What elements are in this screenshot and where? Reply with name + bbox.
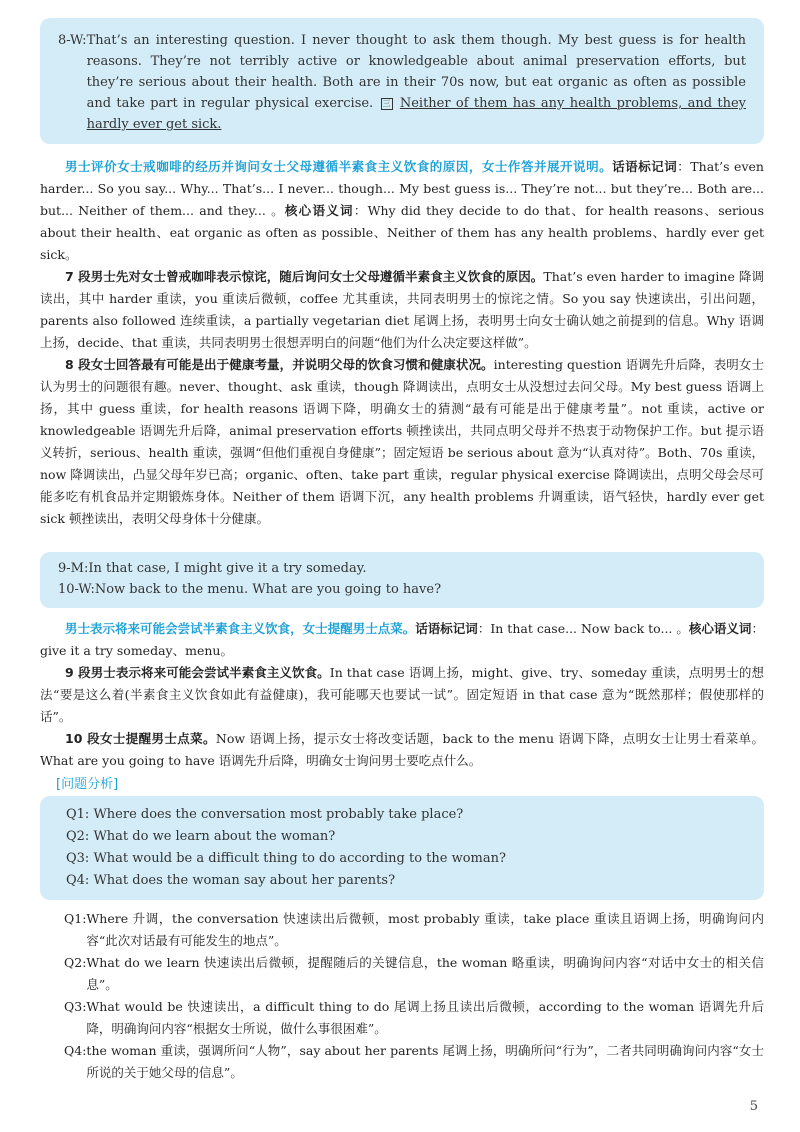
explanation-q4 [64,1040,764,1084]
dialogue-text [87,30,746,135]
section-summary [40,618,764,662]
paragraph-9 [40,662,764,728]
paragraph-7 [40,266,764,354]
questions-box [40,796,764,900]
question-label: Q4: [64,1043,87,1058]
speaker-label: 9-M: [58,561,89,576]
paragraph-8 [40,354,764,530]
core-label: 核心语义词 [688,621,752,636]
dialogue-text-a: That’s an interesting question. I never thought to ask them though. My best guess is for health reasons. They’re not terribly active or knowledgeable about animal preservation efforts, but they’re serious about their health. Both are in their 70s now, but eat organic as often as possible and take part in regular physical exercise. [86,33,746,111]
question-4: Q4: What does the woman say about her parents? [66,873,396,888]
dialogue-text: In that case, I might give it a try someday. [88,561,367,576]
summary-heading: 男士评价女士戒咖啡的经历并询问女士父母遵循半素食主义饮食的原因，女士作答并展开说明。 [65,159,613,174]
explanation-text: What would be 快速读出，a difficult thing to do 尾调上扬且读出后微顿，according to the woman 语调先升后降，明确询问内容“根据女士所说，做什么事很困难”。 [86,999,764,1036]
explanation-text: the woman 重读，强调所问“人物”，say about her parents 尾调上扬，明确所问“行为”，二者共同明确询问内容“女士所说的关于她父母的信息”。 [86,1043,764,1080]
explanation-q1 [64,908,764,952]
question-2: Q2: What do we learn about the woman? [66,829,336,844]
analysis-section-2 [40,618,764,772]
marker-label: 话语标记词 [415,621,478,636]
marker-text: ：In that case... Now back to... 。 [477,621,689,636]
para-text: In that case 语调上扬，might、give、try、someday 重读，点明男士的想法“要是这么着(半素食主义饮食如此有益健康)，我可能哪天也要试一试”。固定短语 in that case 意为“既然那样；假使那样的话”。 [40,665,764,724]
summary-heading: 男士表示将来可能会尝试半素食主义饮食，女士提醒男士点菜。 [65,621,416,636]
paragraph-10 [40,728,764,772]
para-heading: 8 段女士回答最有可能是出于健康考量，并说明父母的饮食习惯和健康状况。 [65,357,494,372]
question-label: Q1: [64,911,87,926]
core-text: ：give it a try someday、menu。 [40,621,764,658]
speaker-label: 10-W: [58,582,95,597]
para-text: Now 语调上扬，提示女士将改变话题，back to the menu 语调下降，点明女士让男士看菜单。What are you going to have 语调先升后降，明确女士询问男士要吃点什么。 [40,731,764,768]
dialogue-line-8w [58,30,746,135]
dialogue-line-10w [58,579,746,600]
dialogue-line-9m [58,558,746,579]
para-heading: 7 段男士先对女士曾戒咖啡表示惊诧，随后询问女士父母遵循半素食主义饮食的原因。 [65,269,544,284]
question-label: Q2: [64,955,87,970]
explanation-text: Where 升调，the conversation 快速读出后微顿，most probably 重读，take place 重读且语调上扬，明确询问内容“此次对话最有可能发生的地点”。 [86,911,764,948]
explanation-q2 [64,952,764,996]
sentence-mark-icon: 三 [382,99,391,108]
question-explanations [64,908,764,1084]
para-text: interesting question 语调先升后降，表明女士认为男士的问题很有趣。never、thought、ask 重读，though 降调读出，点明女士从没想过去问父母。My best guess 语调上扬，其中 guess 重读，for health reasons 语调下降，明确女士的猜测“最有可能是出于健康考量”。not 重读，active or knowledgeable 语调先升后降，animal preservation efforts 顿挫读出，共同点明父母并不热衷于动物保护工作。but 提示语义转折，serious、health 重读，强调“但他们重视自身健康”；固定短语 be serious about 意为“认真对待”。Both、70s 重读，now 降调读出，凸显父母年岁已高；organic、often、take part 重读，regular physical exercise 降调读出，点明父母会尽可能多吃有机食品并定期锻炼身体。Neither of them 语调下沉，any health problems 升调重读，语气轻快，hardly ever get sick 顿挫读出，表明父母身体十分健康。 [40,357,764,526]
analysis-section-1 [40,156,764,530]
question-analysis-title: [问题分析] [56,777,119,792]
para-text: That’s even harder to imagine 降调读出，其中 harder 重读，you 重读后微顿，coffee 尤其重读，共同表明男士的惊诧之情。So you say 快速读出，引出问题，parents also followed 连续重读，a partially vegetarian diet 尾调上扬，表明男士向女士确认她之前提到的信息。Why 语调上扬，decide、that 重读，共同表明男士很想弄明白的问题“他们为什么决定要这样做”。 [40,269,764,350]
dialogue-box-9-10 [40,552,764,608]
marker-label: 话语标记词 [612,159,678,174]
core-text: ：Why did they decide to do that、for health reasons、serious about their health、eat organic as often as possible、Neither of them has any health problems、hardly ever get sick。 [40,203,764,262]
core-label: 核心语义词 [284,203,354,218]
question-label: Q3: [64,999,87,1014]
question-3: Q3: What would be a difficult thing to do according to the woman? [66,851,506,866]
explanation-text: What do we learn 快速读出后微顿，提醒随后的关键信息，the woman 略重读，明确询问内容“对话中女士的相关信息”。 [86,955,764,992]
explanation-q3 [64,996,764,1040]
dialogue-text: Now back to the menu. What are you going to have? [94,582,442,597]
section-summary [40,156,764,266]
dialogue-box-8 [40,18,764,144]
question-1: Q1: Where does the conversation most probably take place? [66,807,464,822]
marker-text: ：That’s even harder... So you say... Why... That’s... I never... though... My best guess is... They’re not... but they’re... Both are... but... Neither of them... and they... 。 [40,159,764,218]
speaker-label: 8-W: [58,33,87,48]
page-number: 5 [749,1099,758,1114]
dialogue-text-underlined: Neither of them has any health problems, and they hardly ever get sick. [86,96,746,132]
para-heading: 9 段男士表示将来可能会尝试半素食主义饮食。 [65,665,330,680]
para-heading: 10 段女士提醒男士点菜。 [65,731,216,746]
